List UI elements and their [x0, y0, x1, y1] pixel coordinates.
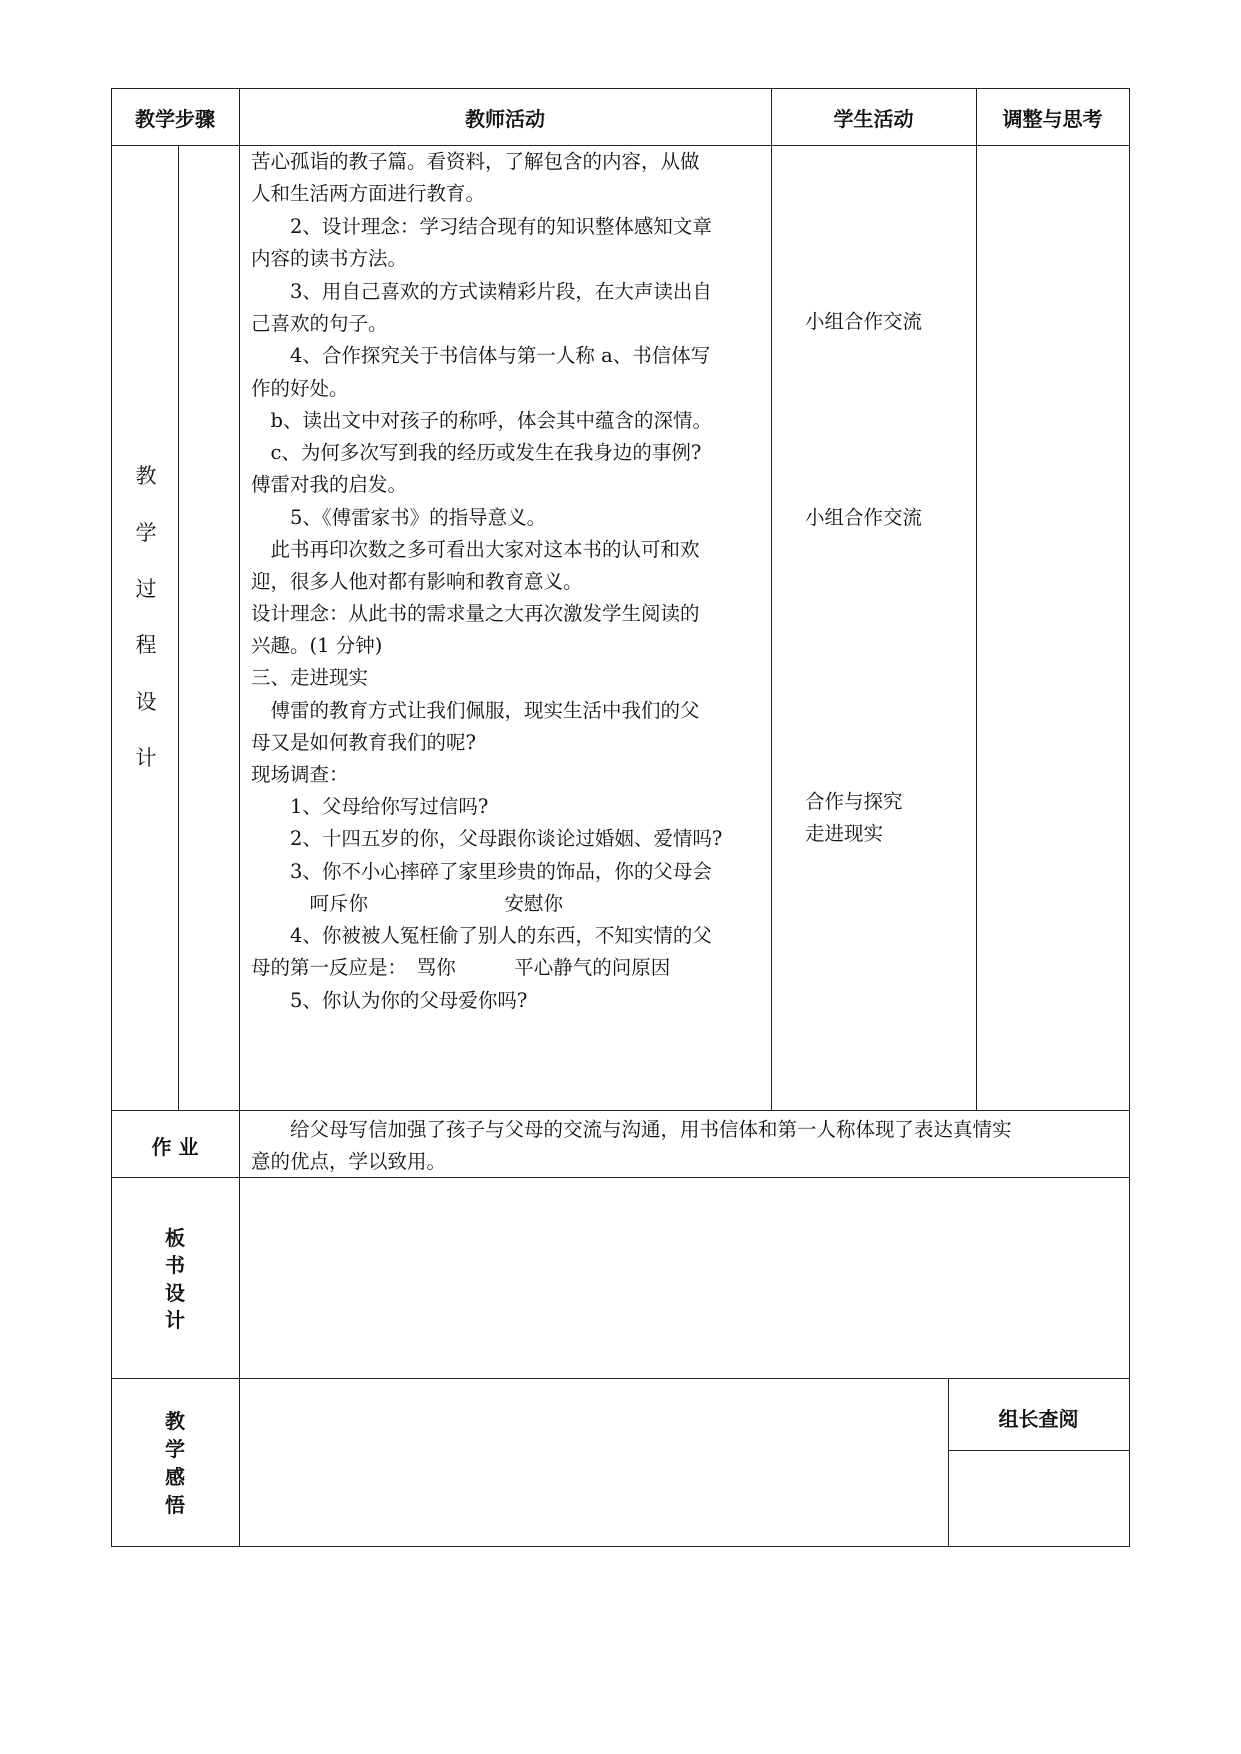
teacher-line: 5、你认为你的父母爱你吗? — [251, 989, 528, 1012]
student-note-group-discussion: 小组合作交流 — [805, 310, 923, 333]
teacher-line: 内容的读书方法。 — [251, 247, 408, 270]
teacher-line: 傅雷对我的启发。 — [251, 473, 408, 496]
header-student-activity: 学生活动 — [833, 107, 914, 131]
header-steps: 教学步骤 — [135, 107, 215, 131]
student-note-cooperate-explore: 合作与探究 — [805, 790, 903, 813]
homework-text-line: 意的优点，学以致用。 — [251, 1150, 447, 1173]
process-label-char: 程 — [135, 633, 157, 657]
teacher-line: 4、你被被人冤枉偷了别人的东西，不知实情的父 — [251, 924, 712, 947]
teacher-line: 三、走进现实 — [251, 666, 369, 689]
steps-inner-divider — [178, 145, 179, 1111]
board-label-char: 书 — [165, 1253, 185, 1277]
student-column-divider — [976, 88, 977, 1111]
leader-review-divider — [948, 1450, 1129, 1451]
teacher-line: 傅雷的教育方式让我们佩服，现实生活中我们的父 — [251, 699, 700, 722]
teacher-line: 2、十四五岁的你，父母跟你谈论过婚姻、爱情吗? — [251, 827, 723, 850]
feeling-label-char: 感 — [165, 1465, 185, 1489]
student-note-group-discussion: 小组合作交流 — [805, 506, 923, 529]
homework-label: 作 业 — [151, 1135, 199, 1159]
board-label-char: 计 — [165, 1308, 185, 1332]
table-left-border — [111, 88, 112, 1547]
feeling-label-char: 教 — [165, 1409, 185, 1433]
process-label-char: 学 — [135, 521, 157, 545]
homework-text-line: 给父母写信加强了孩子与父母的交流与沟通，用书信体和第一人称体现了表达真情实 — [251, 1118, 1012, 1141]
header-adjust-reflect: 调整与思考 — [1002, 107, 1103, 131]
teacher-line: 1、父母给你写过信吗? — [251, 795, 489, 818]
teacher-line: c、为何多次写到我的经历或发生在我身边的事例? — [251, 441, 702, 464]
feeling-label-char: 学 — [165, 1437, 185, 1461]
board-bottom-border — [111, 1378, 1129, 1379]
steps-column-divider — [239, 88, 240, 1547]
teacher-line: 人和生活两方面进行教育。 — [251, 182, 486, 205]
teacher-line: 2、设计理念：学习结合现有的知识整体感知文章 — [251, 215, 712, 238]
student-note-into-reality: 走进现实 — [805, 822, 884, 845]
process-label-char: 教 — [135, 464, 157, 488]
table-right-border — [1129, 88, 1130, 1547]
teacher-line: 苦心孤诣的教子篇。看资料，了解包含的内容，从做 — [251, 150, 700, 173]
teacher-line: 4、合作探究关于书信体与第一人称 a、书信体写 — [251, 344, 711, 367]
teacher-line: 己喜欢的句子。 — [251, 312, 388, 335]
process-label-char: 计 — [135, 746, 157, 770]
table-bottom-border — [111, 1546, 1129, 1547]
teacher-line: 呵斥你 安慰你 — [251, 892, 564, 915]
teacher-line: 作的好处。 — [251, 377, 349, 400]
teacher-line: 3、你不小心摔碎了家里珍贵的饰品，你的父母会 — [251, 860, 712, 883]
teacher-line: b、读出文中对孩子的称呼，体会其中蕴含的深情。 — [251, 409, 712, 432]
teacher-line: 此书再印次数之多可看出大家对这本书的认可和欢 — [251, 538, 700, 561]
teacher-line: 设计理念：从此书的需求量之大再次激发学生阅读的 — [251, 602, 700, 625]
teacher-line: 3、用自己喜欢的方式读精彩片段，在大声读出自 — [251, 280, 712, 303]
process-label-char: 设 — [135, 690, 157, 714]
board-label-char: 板 — [165, 1226, 185, 1250]
teacher-line: 5、《傅雷家书》的指导意义。 — [251, 506, 547, 529]
teacher-line: 母又是如何教育我们的呢? — [251, 731, 476, 754]
leader-review-label: 组长查阅 — [998, 1407, 1079, 1431]
board-label-char: 设 — [165, 1281, 185, 1305]
feeling-label-char: 悟 — [165, 1493, 185, 1517]
teacher-line: 母的第一反应是： 骂你 平心静气的问原因 — [251, 956, 671, 979]
teacher-line: 现场调查： — [251, 763, 349, 786]
process-label-char: 过 — [135, 577, 157, 601]
teacher-line: 迎，很多人他对都有影响和教育意义。 — [251, 570, 583, 593]
teacher-column-divider — [771, 88, 772, 1111]
header-teacher-activity: 教师活动 — [465, 107, 545, 131]
teacher-line: 兴趣。(1 分钟) — [251, 634, 383, 657]
